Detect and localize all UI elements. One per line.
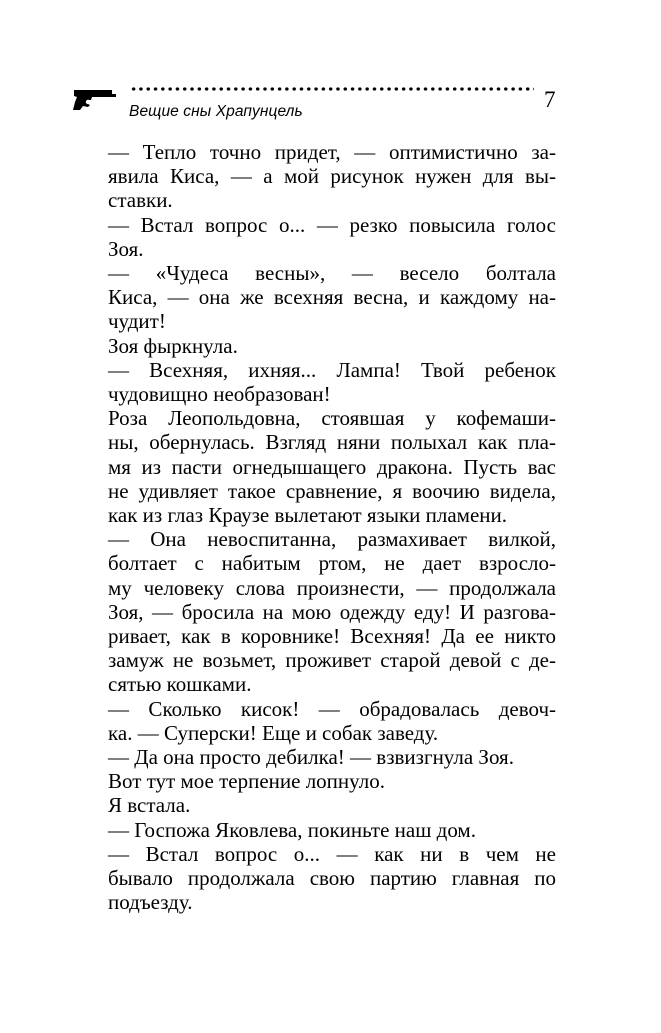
paragraph <box>76 842 556 915</box>
text-line: болтает с набитым ртом, не дает взросло- <box>108 551 556 576</box>
paragraph <box>76 406 556 527</box>
paragraph <box>76 769 556 793</box>
text-line: чудит! <box>108 309 166 334</box>
text-line: Зоя. <box>108 236 144 261</box>
text-line: сятью кошками. <box>108 672 252 697</box>
dotted-rule <box>130 86 534 92</box>
text-line: Роза Леопольдовна, стоявшая у кофемаши- <box>108 406 556 431</box>
text-line: му человеку слова произнести, — продолжала <box>108 575 556 600</box>
text-line: ставки. <box>108 188 173 213</box>
text-line: — «Чудеса весны», — весело болтала <box>108 261 556 286</box>
paragraph <box>76 527 556 696</box>
paragraph <box>76 140 556 213</box>
running-header <box>72 82 572 132</box>
paragraph <box>76 358 556 406</box>
paragraph <box>76 818 556 842</box>
text-line: не удивляет такое сравнение, я воочию видела, <box>108 478 556 503</box>
text-line: ны, обернулась. Взгляд няни полыхал как пла- <box>108 430 556 455</box>
text-line: — Тепло точно придет, — оптимистично за- <box>108 140 556 164</box>
revolver-icon <box>72 88 118 112</box>
paragraph <box>76 334 556 358</box>
text-line: ка. — Суперски! Еще и собак заведу. <box>108 720 439 745</box>
paragraph <box>76 793 556 817</box>
text-line: Вот тут мое терпение лопнуло. <box>108 769 385 794</box>
page-number: 7 <box>544 87 556 112</box>
text-line: мя из пасти огнедышащего дракона. Пусть вас <box>108 454 556 479</box>
text-line: Я встала. <box>108 793 191 818</box>
paragraph <box>76 745 556 769</box>
text-line: замуж не возьмет, проживет старой девой с де- <box>108 648 556 673</box>
text-line: — Госпожа Яковлева, покиньте наш дом. <box>108 817 476 842</box>
body-text <box>76 140 556 915</box>
paragraph <box>76 213 556 261</box>
text-line: — Всехняя, ихняя... Лампа! Твой ребенок <box>108 357 556 382</box>
book-title: Вещие сны Храпунцель <box>129 103 303 120</box>
paragraph <box>76 697 556 745</box>
text-line: как из глаз Краузе вылетают языки пламени. <box>108 503 508 528</box>
text-line: Зоя, — бросила на мою одежду еду! И разгова- <box>108 599 556 624</box>
paragraph <box>76 261 556 334</box>
text-line: чудовищно необразован! <box>108 382 331 407</box>
text-line: явила Киса, — а мой рисунок нужен для вы- <box>108 164 556 189</box>
text-line: — Встал вопрос о... — как ни в чем не <box>108 841 556 866</box>
text-line: — Она невоспитанна, размахивает вилкой, <box>108 527 556 552</box>
text-line: — Да она просто дебилка! — взвизгнула Зоя. <box>108 745 514 770</box>
text-line: ривает, как в коровнике! Всехняя! Да ее никто <box>108 624 556 649</box>
text-line: — Встал вопрос о... — резко повысила голос <box>108 212 556 237</box>
text-line: Киса, — она же всехняя весна, и каждому на- <box>108 285 556 310</box>
text-line: бывало продолжала свою партию главная по <box>108 866 556 891</box>
text-line: — Сколько кисок! — обрадовалась девоч- <box>108 696 556 721</box>
text-line: Зоя фыркнула. <box>108 333 238 358</box>
text-line: подъезду. <box>108 890 193 915</box>
